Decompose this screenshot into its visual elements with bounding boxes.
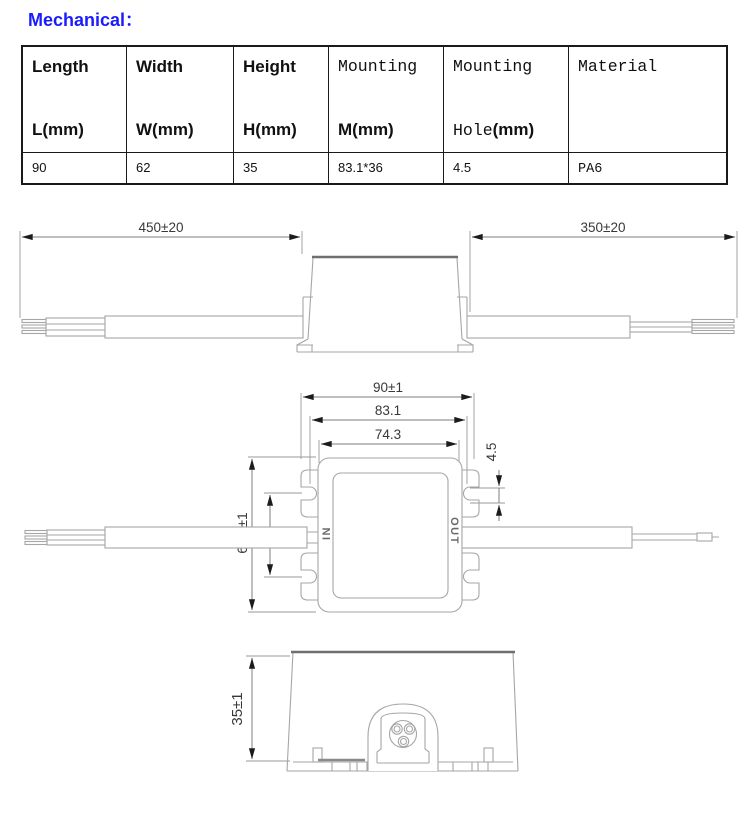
value-width: 62 xyxy=(127,153,234,183)
dim-label-slot-width: 4.5 xyxy=(484,442,499,462)
header-material xyxy=(569,47,726,153)
label-out: OUT xyxy=(448,517,460,545)
side-view-enclosure xyxy=(297,257,473,352)
dim-label-front-height: 35±1 xyxy=(229,692,246,726)
side-view-drawing xyxy=(20,220,737,352)
value-height: 35 xyxy=(234,153,329,183)
dim-inner-width xyxy=(321,427,457,444)
mounting-ear-top-right xyxy=(462,470,479,517)
dim-output-cable xyxy=(472,220,735,237)
dim-label-width-overall: 90±1 xyxy=(373,380,403,395)
value-mounting-hole: 4.5 xyxy=(444,153,569,183)
header-height xyxy=(234,47,329,153)
enclosure-outline xyxy=(318,458,462,612)
header-unit: H(mm) xyxy=(243,120,297,139)
dim-label-inner-width: 74.3 xyxy=(374,427,402,442)
header-length xyxy=(23,47,127,153)
mounting-ear-bottom-right xyxy=(462,553,479,600)
screw-boss-right xyxy=(484,748,493,762)
output-cable xyxy=(467,316,734,338)
top-view-enclosure xyxy=(301,458,479,612)
side-view-extension-lines xyxy=(20,231,737,318)
header-mounting xyxy=(329,47,444,153)
dim-slot-width xyxy=(484,443,499,521)
value-length: 90 xyxy=(23,153,127,183)
dim-label-input-cable: 450±20 xyxy=(138,220,184,235)
header-word: Mounting xyxy=(453,57,533,76)
cable-sleeve xyxy=(467,316,630,338)
dim-input-cable xyxy=(22,220,300,237)
top-view-input-cable xyxy=(25,527,318,548)
dim-width-overall xyxy=(303,380,472,397)
header-unit xyxy=(453,120,566,140)
header-mounting-hole xyxy=(444,47,569,153)
header-unit-word: Hole xyxy=(453,121,493,140)
cable-sleeve xyxy=(105,527,307,548)
header-unit: W(mm) xyxy=(136,120,194,139)
dim-front-height xyxy=(229,656,290,761)
table-header-row xyxy=(23,47,726,153)
top-view-drawing xyxy=(25,380,719,612)
table-value-row xyxy=(23,153,726,183)
header-word: Height xyxy=(243,57,296,76)
header-word: Material xyxy=(578,57,658,76)
cable-sleeve xyxy=(105,316,303,338)
cable-gland xyxy=(368,704,438,771)
dim-label-output-cable: 350±20 xyxy=(580,220,626,235)
header-unit-suffix: (mm) xyxy=(492,120,535,139)
value-mounting: 83.1*36 xyxy=(329,153,444,183)
value-material: PA6 xyxy=(578,162,603,177)
mechanical-spec-table xyxy=(21,45,728,185)
label-in: IN xyxy=(321,526,333,540)
top-view-output-cable xyxy=(462,527,719,548)
dim-label-mounting-distance: 83.1 xyxy=(374,403,402,418)
gland-outer-arch xyxy=(368,704,438,771)
input-cable xyxy=(22,316,303,338)
mounting-ear-top-left xyxy=(301,470,318,517)
header-word: Mounting xyxy=(338,57,418,76)
mechanical-drawings xyxy=(0,200,749,814)
header-unit: M(mm) xyxy=(338,120,394,139)
header-unit: L(mm) xyxy=(32,120,84,139)
cable-sleeve xyxy=(462,527,632,548)
header-width xyxy=(127,47,234,153)
section-title: Mechanical： xyxy=(28,10,144,30)
front-view-drawing xyxy=(229,652,518,771)
header-word: Width xyxy=(136,57,184,76)
dim-mounting-distance xyxy=(312,403,465,420)
mounting-ear-bottom-left xyxy=(301,553,318,600)
header-word: Length xyxy=(32,57,89,76)
